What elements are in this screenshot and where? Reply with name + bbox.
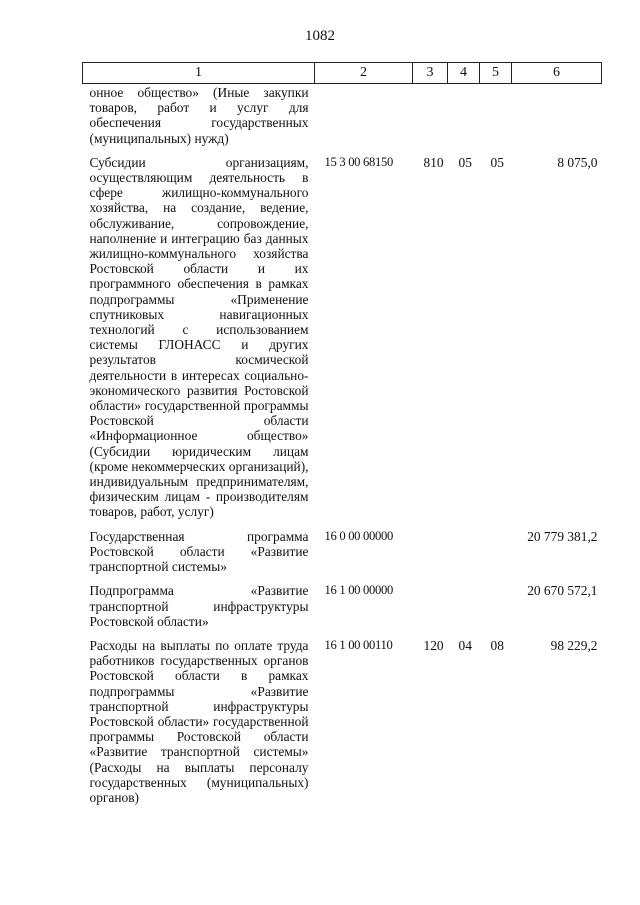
budget-table xyxy=(82,62,602,805)
table-row xyxy=(83,520,602,575)
row-pr: 05 xyxy=(490,154,504,170)
table-row xyxy=(83,146,602,520)
row-rz xyxy=(448,520,480,575)
header-col-3: 3 xyxy=(413,63,448,84)
row-code: 16 1 00 00110 xyxy=(324,637,393,652)
row-description: Субсидии организациям, осуществляющим деятельность в сфере жилищно-коммунального хозяйства, на создание, ведение, обслуживание, сопровождение, наполнение и интеграцию баз данных жилищно-коммунального хозяйства Ростовской области и их программного обеспечения в рамках подпрограммы «Применение спутниковых навигационных технологий с использованием системы ГЛОНАСС и других результатов космической деятельности в интересах социально-экономического развития Ростовской области» государственной программы Ростовской области «Информационное общество» (Субсидии юридическим лицам (кроме некоммерческих организаций), индивидуальным предпринимателям, физическим лицам - производителям товаров, работ, услуг) xyxy=(89,154,309,520)
row-pr xyxy=(480,84,512,146)
row-code: 16 0 00 00000 xyxy=(324,528,394,543)
table-row xyxy=(83,629,602,805)
row-pr xyxy=(480,520,512,575)
row-amount xyxy=(512,84,602,146)
page-number: 1082 xyxy=(305,28,335,44)
row-vr xyxy=(413,84,448,146)
header-col-1: 1 xyxy=(83,63,315,84)
row-pr xyxy=(480,574,512,629)
row-amount: 20 670 572,1 xyxy=(527,583,598,599)
header-col-6: 6 xyxy=(512,63,602,84)
row-code xyxy=(315,84,413,146)
row-rz: 05 xyxy=(458,154,472,170)
row-amount: 8 075,0 xyxy=(557,154,598,170)
row-amount: 20 779 381,2 xyxy=(527,528,598,544)
header-col-5: 5 xyxy=(480,63,512,84)
row-vr xyxy=(413,574,448,629)
row-rz xyxy=(448,84,480,146)
row-vr: 810 xyxy=(423,154,444,170)
row-pr: 08 xyxy=(490,637,504,653)
row-vr xyxy=(413,520,448,575)
row-amount: 98 229,2 xyxy=(550,637,598,653)
row-description: Расходы на выплаты по оплате труда работников государственных органов Ростовской области в рамках подпрограммы «Развитие транспортной инфраструктуры Ростовской области» государственной программы Ростовской области «Развитие транспортной системы» (Расходы на выплаты персоналу государственных (муниципальных) органов) xyxy=(89,637,309,805)
row-rz xyxy=(448,574,480,629)
header-col-4: 4 xyxy=(448,63,480,84)
row-rz: 04 xyxy=(458,637,472,653)
row-code: 15 3 00 68150 xyxy=(324,154,394,169)
row-description: Государственная программа Ростовской области «Развитие транспортной системы» xyxy=(89,528,309,575)
row-code: 16 1 00 00000 xyxy=(324,583,394,598)
row-description: онное общество» (Иные закупки товаров, работ и услуг для обеспечения государственных (муниципальных) нужд) xyxy=(89,85,309,146)
row-description: Подпрограмма «Развитие транспортной инфраструктуры Ростовской области» xyxy=(89,583,309,629)
header-col-2: 2 xyxy=(315,63,413,84)
header-row xyxy=(83,63,602,84)
table-row xyxy=(83,84,602,146)
table-row xyxy=(83,574,602,629)
row-vr: 120 xyxy=(423,637,444,653)
